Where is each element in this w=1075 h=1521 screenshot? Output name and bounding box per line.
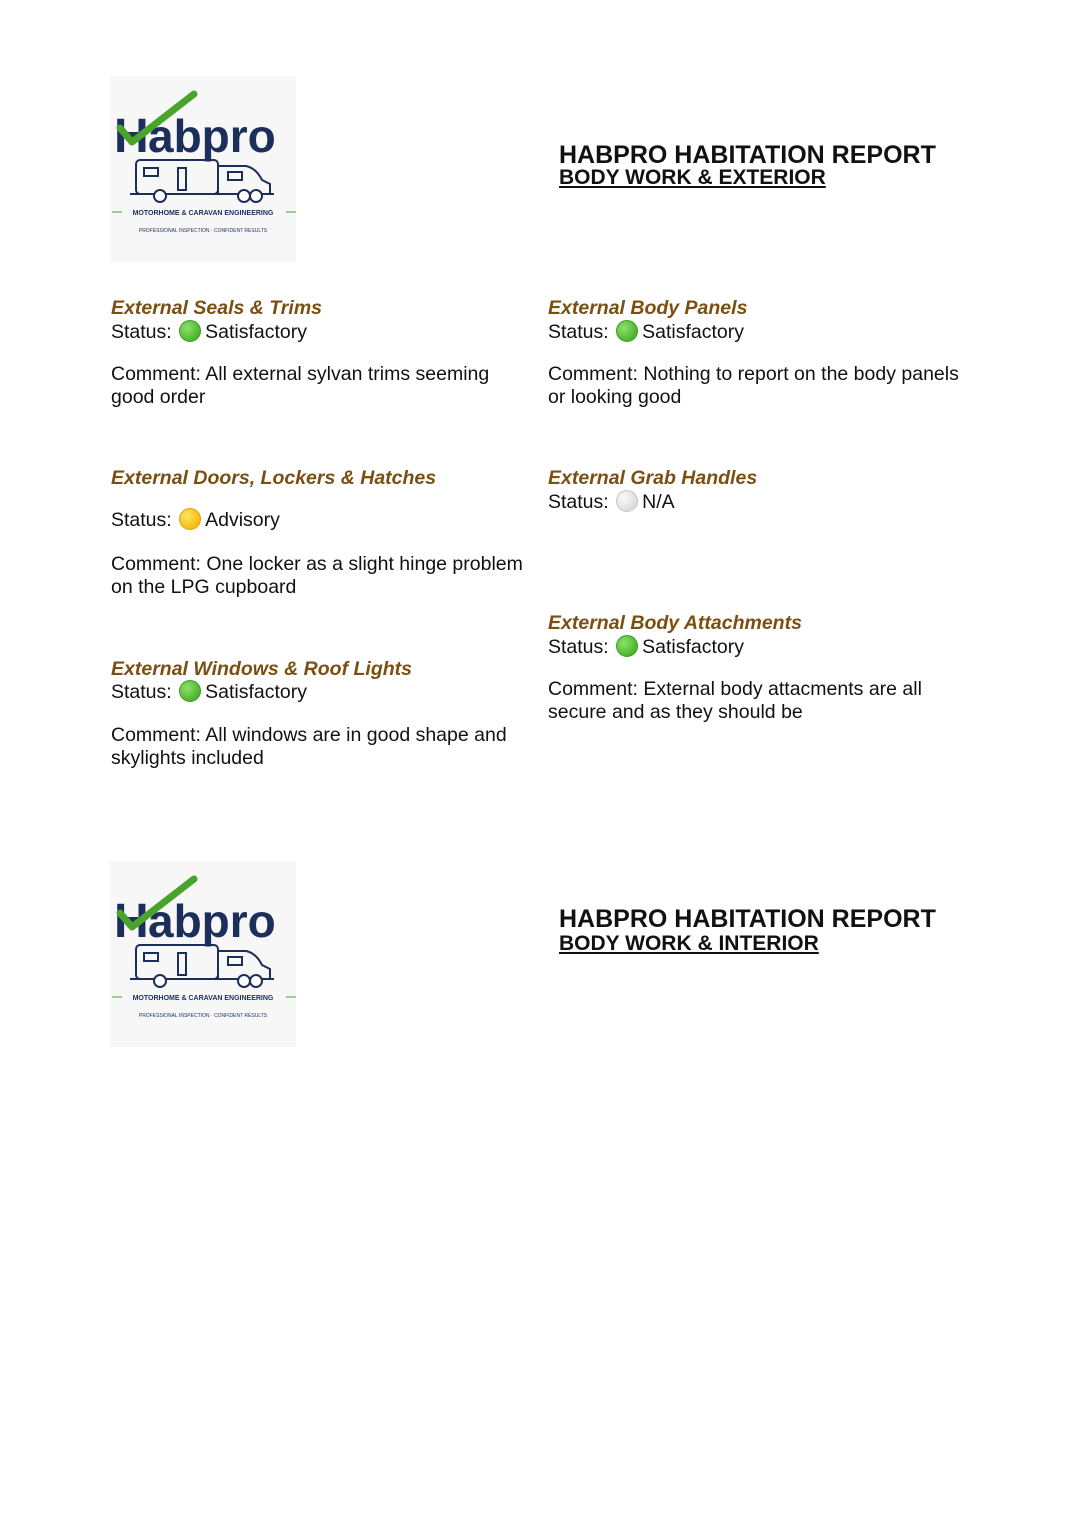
section-title: External Body Panels xyxy=(548,297,748,319)
logo-tagline: MOTORHOME & CARAVAN ENGINEERING xyxy=(132,995,274,1002)
comment xyxy=(548,363,968,409)
status-line xyxy=(548,490,757,514)
comment-label: Comment: xyxy=(111,553,201,575)
status-value: Satisfactory xyxy=(205,321,307,343)
section-title: External Seals & Trims xyxy=(111,297,322,319)
comment-text: External body attacments are all secure and as they should be xyxy=(548,678,922,723)
logo-subtagline: PROFESSIONAL INSPECTION · CONFIDENT RESULTS xyxy=(138,228,268,234)
status-line xyxy=(548,635,968,659)
status-label: Status: xyxy=(111,681,172,703)
status-value: N/A xyxy=(642,491,675,513)
logo-wordmark-rest: abpro xyxy=(148,110,276,162)
comment-label: Comment: xyxy=(111,724,201,746)
status-label: Status: xyxy=(548,491,609,513)
status-green-circle-icon xyxy=(179,320,201,342)
logo-wordmark-rest: abpro xyxy=(148,895,276,947)
report-title: HABPRO HABITATION REPORT xyxy=(559,905,936,933)
section-body-panels xyxy=(548,297,968,409)
comment xyxy=(111,724,531,770)
status-label: Status: xyxy=(111,509,172,531)
status-label: Status: xyxy=(111,321,172,343)
section-title: External Doors, Lockers & Hatches xyxy=(111,467,437,489)
status-green-circle-icon xyxy=(616,320,638,342)
logo-tagline: MOTORHOME & CARAVAN ENGINEERING xyxy=(132,210,274,217)
comment-label: Comment: xyxy=(548,363,638,385)
status-line xyxy=(111,320,531,344)
report-title: HABPRO HABITATION REPORT xyxy=(559,141,936,169)
status-line xyxy=(111,508,531,532)
status-value: Satisfactory xyxy=(642,636,744,658)
status-value: Advisory xyxy=(205,509,280,531)
logo-wordmark-h: H xyxy=(114,110,149,163)
report-subtitle: BODY WORK & INTERIOR xyxy=(559,932,819,955)
comment-text: All external sylvan trims seeming good order xyxy=(111,363,490,408)
comment xyxy=(111,363,531,409)
status-line xyxy=(111,680,531,704)
habpro-logo xyxy=(110,76,296,262)
status-green-circle-icon xyxy=(179,680,201,702)
section-seals-trims xyxy=(111,297,531,409)
comment-text: Nothing to report on the body panels or looking good xyxy=(548,363,959,408)
comment-text: One locker as a slight hinge problem on the LPG cupboard xyxy=(111,553,523,598)
comment-label: Comment: xyxy=(111,363,201,385)
status-value: Satisfactory xyxy=(642,321,744,343)
status-value: Satisfactory xyxy=(205,681,307,703)
status-grey-circle-icon xyxy=(616,490,638,512)
comment-text: All windows are in good shape and skylights included xyxy=(111,724,507,769)
report-subtitle: BODY WORK & EXTERIOR xyxy=(559,166,826,189)
status-line xyxy=(548,320,968,344)
logo-wordmark-h: H xyxy=(114,895,149,948)
logo-subtagline: PROFESSIONAL INSPECTION · CONFIDENT RESULTS xyxy=(138,1013,268,1019)
comment-label: Comment: xyxy=(548,678,638,700)
section-title: External Windows & Roof Lights xyxy=(111,658,412,680)
section-body-attachments xyxy=(548,612,968,724)
comment xyxy=(111,553,531,599)
section-windows-roof-lights xyxy=(111,658,531,770)
section-doors-lockers-hatches xyxy=(111,467,531,599)
habpro-logo xyxy=(110,861,296,1047)
motorhome-icon xyxy=(130,945,274,987)
status-yellow-circle-icon xyxy=(179,508,201,530)
section-title: External Grab Handles xyxy=(548,467,758,489)
status-label: Status: xyxy=(548,321,609,343)
status-green-circle-icon xyxy=(616,635,638,657)
motorhome-icon xyxy=(130,160,274,202)
section-grab-handles xyxy=(548,467,757,514)
comment xyxy=(548,678,968,724)
section-title: External Body Attachments xyxy=(548,612,802,634)
status-label: Status: xyxy=(548,636,609,658)
